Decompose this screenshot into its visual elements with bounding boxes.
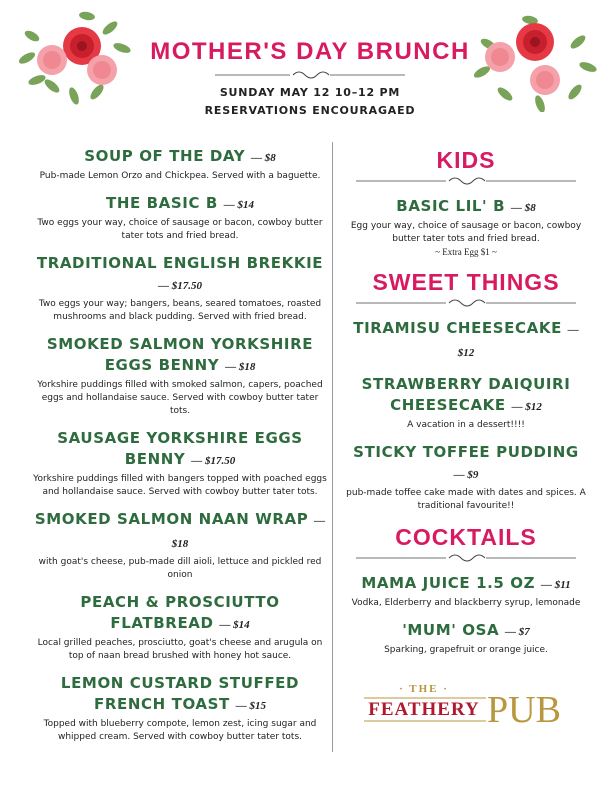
menu-item: SAUSAGE YORKSHIRE EGGS BENNY — $17.50 Yorkshire puddings filled with bangers topped with poached eggs and hollandaise sauce. Served with cowboy butter tater tots. — [33, 429, 327, 497]
item-description: A vacation in a dessert!!!! — [407, 420, 525, 430]
logo-feathery-text: FEATHERY — [368, 699, 480, 720]
item-name: STICKY TOFFEE PUDDING — [353, 443, 579, 461]
section-ornament-icon — [356, 553, 576, 563]
section-title-cocktails: COCKTAILS — [395, 524, 537, 550]
item-price: $14 — [237, 199, 255, 211]
item-name: BASIC LIL' B — [396, 197, 506, 215]
item-price: $17.50 — [204, 455, 236, 467]
section-ornament-icon — [356, 176, 576, 186]
item-name: STRAWBERRY DAIQUIRI CHEESECAKE — [361, 375, 571, 414]
item-price: $14 — [233, 619, 250, 631]
menu-item: BASIC LIL' B — $8 Egg your way, choice of sausage or bacon, cowboy butter tater tots and fried bread. ~ Extra Egg $1 ~ — [346, 196, 586, 258]
logo-the-text: · THE · — [399, 683, 449, 695]
menu-item: STRAWBERRY DAIQUIRI CHEESECAKE — $12 A vacation in a dessert!!!! — [346, 374, 586, 432]
item-description: Two eggs your way, choice of sausage or bacon, cowboy butter tater tots and fried bread. — [37, 218, 323, 241]
item-price: $18 — [171, 538, 189, 550]
item-name: TRADITIONAL ENGLISH BREKKIE — [36, 254, 324, 272]
page-title: MOTHER'S DAY BRUNCH — [150, 38, 470, 65]
item-description: Egg your way, choice of sausage or bacon, cowboy butter tater tots and fried bread. — [350, 221, 582, 244]
item-name: THE BASIC B — [105, 194, 218, 212]
logo-pub-text: PUB — [487, 689, 561, 730]
item-name: SOUP OF THE DAY — [84, 147, 246, 165]
item-name: LEMON CUSTARD STUFFED FRENCH TOAST — [60, 674, 300, 713]
section-ornament-icon — [356, 298, 576, 308]
item-name: PEACH & PROSCIUTTO FLATBREAD — [80, 593, 280, 632]
feathery-pub-logo — [362, 680, 562, 730]
item-description: Local grilled peaches, prosciutto, goat's cheese and arugula on top of naan bread brushed with honey hot sauce. — [37, 638, 323, 661]
menu-item: PEACH & PROSCIUTTO FLATBREAD — $14 Local grilled peaches, prosciutto, goat's cheese and arugula on top of naan bread brushed with honey hot sauce. — [32, 592, 328, 663]
item-name: TIRAMISU CHEESECAKE — [353, 319, 562, 337]
rose-bouquet-left-icon — [12, 8, 137, 108]
item-description: with goat's cheese, pub-made dill aioli, lettuce and pickled red onion — [38, 557, 322, 580]
item-price: $15 — [249, 700, 266, 712]
item-description: Vodka, Elderberry and blackberry syrup, lemonade — [351, 598, 581, 608]
item-price: $7 — [518, 626, 530, 638]
column-divider — [332, 142, 333, 752]
item-price: $12 — [525, 401, 542, 413]
item-price: $8 — [524, 202, 536, 214]
item-description: Yorkshire puddings filled with bangers topped with poached eggs and hollandaise sauce. Served with cowboy butter tater tots. — [33, 474, 327, 497]
item-price: $12 — [457, 347, 475, 359]
item-price: $11 — [554, 579, 571, 591]
item-description: Topped with blueberry compote, lemon zest, icing sugar and whipped cream. Served with cowboy butter tater tots. — [43, 719, 317, 742]
menu-item: LEMON CUSTARD STUFFED FRENCH TOAST — $15 Topped with blueberry compote, lemon zest, icing sugar and whipped cream. Served with cowboy butter tater tots. — [32, 673, 328, 744]
item-name: SAUSAGE YORKSHIRE EGGS BENNY — [57, 429, 303, 468]
item-price: $9 — [467, 469, 479, 481]
menu-item: 'MUM' OSA — $7 Sparking, grapefruit or orange juice. — [346, 620, 586, 657]
item-description: Yorkshire puddings filled with smoked salmon, capers, poached eggs and hollandaise sauce. Served with cowboy butter tater tots. — [37, 380, 323, 416]
menu-item: SMOKED SALMON NAAN WRAP — $18 with goat's cheese, pub-made dill aioli, lettuce and pickled red onion — [32, 509, 328, 582]
main-menu-column — [32, 146, 328, 754]
logo-graphic — [362, 680, 562, 730]
item-price: $8 — [264, 152, 276, 164]
menu-item: STICKY TOFFEE PUDDING — $9 pub-made toffee cake made with dates and spices. A traditional favourite!! — [346, 443, 586, 511]
item-description: pub-made toffee cake made with dates and spices. A traditional favourite!! — [346, 488, 586, 511]
reservations-note: RESERVATIONS ENCOURAGAED — [204, 104, 416, 117]
item-description: Two eggs your way; bangers, beans, seared tomatoes, roasted mushrooms and black pudding. Served with fried bread. — [38, 299, 322, 322]
menu-item: SOUP OF THE DAY — $8 Pub-made Lemon Orzo and Chickpea. Served with a baguette. — [32, 146, 328, 183]
item-name: SMOKED SALMON NAAN WRAP — [34, 510, 309, 528]
menu-item: MAMA JUICE 1.5 OZ — $11 Vodka, Elderberry and blackberry syrup, lemonade — [346, 573, 586, 610]
menu-item: THE BASIC B — $14 Two eggs your way, choice of sausage or bacon, cowboy butter tater tots and fried bread. — [32, 193, 328, 243]
item-description: Pub-made Lemon Orzo and Chickpea. Served with a baguette. — [39, 171, 321, 181]
section-title-kids: KIDS — [436, 147, 496, 173]
side-menu-column — [346, 146, 586, 667]
item-price: $17.50 — [171, 280, 202, 292]
item-description: Sparking, grapefruit or orange juice. — [384, 645, 548, 655]
extra-egg-note: ~ Extra Egg $1 ~ — [435, 247, 497, 257]
menu-item: TRADITIONAL ENGLISH BREKKIE — $17.50 Two eggs your way; bangers, beans, seared tomatoes, roasted mushrooms and black pudding. Served with fried bread. — [32, 253, 328, 324]
section-title-sweet: SWEET THINGS — [372, 269, 560, 295]
item-name: SMOKED SALMON YORKSHIRE EGGS BENNY — [46, 335, 314, 374]
item-name: MAMA JUICE 1.5 OZ — [361, 574, 536, 592]
event-date-time: SUNDAY MAY 12 10–12 PM — [219, 86, 401, 99]
menu-item: TIRAMISU CHEESECAKE — $12 — [353, 319, 579, 359]
rose-bouquet-right-icon — [470, 12, 600, 112]
item-price: $18 — [238, 361, 256, 373]
item-name: 'MUM' OSA — [402, 621, 500, 639]
menu-item: SMOKED SALMON YORKSHIRE EGGS BENNY — $18 Yorkshire puddings filled with smoked salmon, capers, poached eggs and hollandaise sauce. Served with cowboy butter tater tots. — [32, 334, 328, 418]
title-ornament-icon — [215, 70, 405, 80]
